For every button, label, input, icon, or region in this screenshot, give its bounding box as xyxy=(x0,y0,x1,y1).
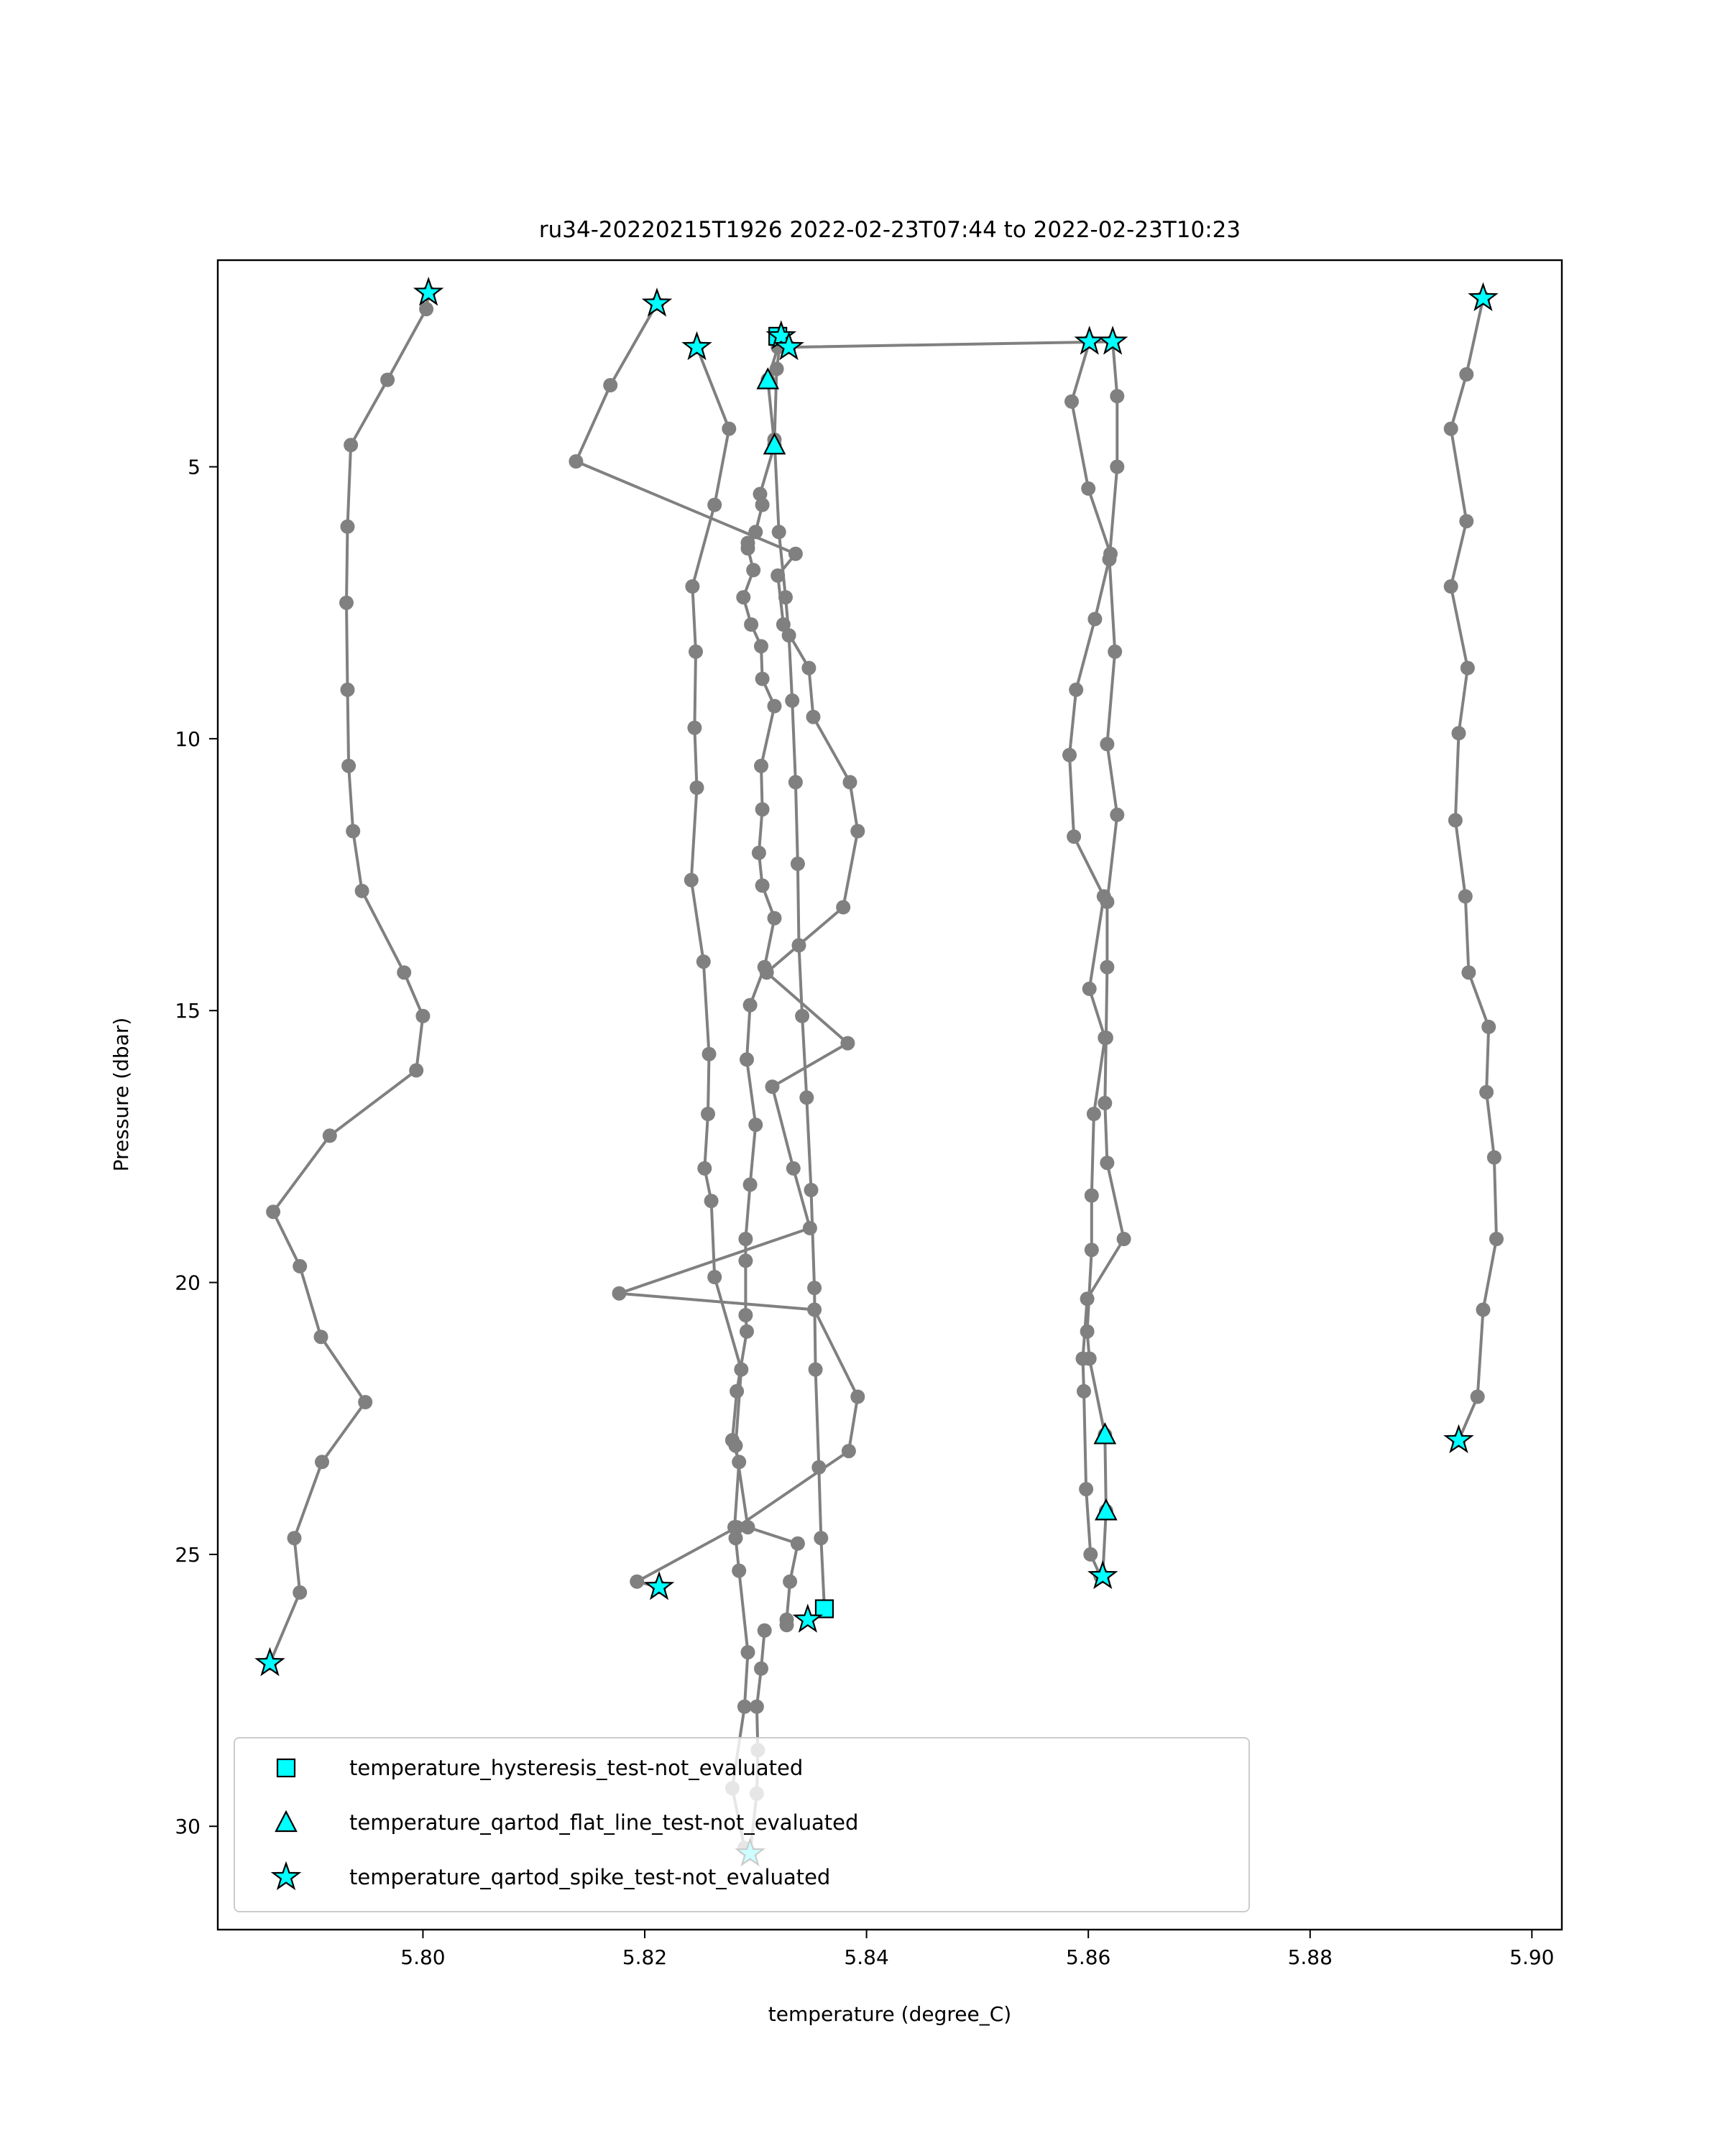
data-point xyxy=(804,1183,819,1197)
data-point xyxy=(1087,612,1102,626)
data-point xyxy=(792,938,806,952)
data-point xyxy=(730,1384,744,1399)
data-point xyxy=(569,454,583,469)
data-point xyxy=(748,1118,763,1132)
data-point xyxy=(1448,813,1463,827)
y-tick-label: 10 xyxy=(175,727,201,751)
data-point xyxy=(1103,547,1118,561)
data-point xyxy=(346,824,360,839)
star-flag-marker xyxy=(1470,285,1496,309)
data-point xyxy=(685,579,699,594)
data-point xyxy=(758,960,772,975)
data-point xyxy=(736,590,750,604)
legend-label: temperature_qartod_flat_line_test-not_evaluated xyxy=(349,1810,859,1835)
series-line-profile-6 xyxy=(1451,298,1496,1440)
x-tick-label: 5.84 xyxy=(844,1945,889,1969)
data-point xyxy=(690,780,704,795)
data-point xyxy=(355,884,369,898)
x-tick-label: 5.86 xyxy=(1066,1945,1111,1969)
data-point xyxy=(729,1531,743,1545)
data-point xyxy=(741,1520,755,1534)
data-point xyxy=(807,1302,822,1317)
data-point xyxy=(1489,1232,1504,1246)
data-point xyxy=(741,1645,755,1659)
data-point xyxy=(1459,514,1473,528)
star-flag-marker xyxy=(1077,328,1103,353)
x-tick-label: 5.82 xyxy=(622,1945,668,1969)
y-axis-ticks xyxy=(175,456,218,1839)
data-point xyxy=(843,775,857,789)
data-point xyxy=(1100,737,1114,751)
data-point xyxy=(293,1259,307,1273)
data-point xyxy=(799,1090,814,1105)
star-flag-marker xyxy=(1090,1562,1116,1587)
data-point xyxy=(1064,395,1079,409)
data-point xyxy=(1460,661,1475,676)
data-point xyxy=(743,1177,758,1192)
data-point xyxy=(1098,1096,1112,1110)
star-flag-marker xyxy=(257,1649,282,1674)
data-point xyxy=(788,775,803,789)
data-point xyxy=(266,1204,280,1219)
data-point xyxy=(687,721,702,735)
x-tick-label: 5.88 xyxy=(1287,1945,1333,1969)
data-point xyxy=(770,568,785,583)
data-point xyxy=(768,699,782,714)
data-point xyxy=(1069,683,1083,697)
star-flag-marker xyxy=(1445,1427,1471,1451)
data-point xyxy=(1476,1302,1491,1317)
data-point xyxy=(772,525,786,539)
data-point xyxy=(1085,1189,1099,1203)
data-point xyxy=(1081,482,1095,496)
x-tick-label: 5.80 xyxy=(400,1945,446,1969)
data-point xyxy=(339,596,354,610)
data-point xyxy=(811,1460,826,1475)
data-point xyxy=(707,1270,722,1284)
data-point xyxy=(707,498,722,512)
x-tick-label: 5.90 xyxy=(1509,1945,1555,1969)
data-point xyxy=(746,563,760,577)
profile-lines xyxy=(270,292,1497,1853)
x-axis-ticks xyxy=(400,1930,1554,1969)
data-point xyxy=(702,1047,717,1061)
data-point xyxy=(722,422,736,436)
data-point xyxy=(754,759,768,773)
data-point xyxy=(741,541,755,556)
data-point xyxy=(1077,1384,1091,1399)
data-point xyxy=(809,1363,823,1377)
data-point xyxy=(1461,965,1476,980)
data-point xyxy=(1098,1031,1112,1045)
y-tick-label: 15 xyxy=(175,999,201,1023)
data-point xyxy=(732,1564,746,1578)
data-point xyxy=(701,1107,715,1121)
data-point xyxy=(630,1575,644,1589)
data-point xyxy=(752,846,766,860)
data-point xyxy=(1110,808,1124,822)
data-point xyxy=(697,1161,712,1176)
data-point xyxy=(725,1433,740,1447)
data-point xyxy=(1080,1325,1095,1339)
data-point xyxy=(801,661,816,676)
data-point xyxy=(755,802,770,816)
series-line-profile-4 xyxy=(776,336,1124,1576)
data-point xyxy=(770,361,784,376)
data-point xyxy=(803,1221,817,1235)
data-point xyxy=(743,998,758,1013)
data-point xyxy=(806,710,821,724)
profile-points xyxy=(263,285,1504,1861)
data-point xyxy=(778,590,793,604)
y-tick-label: 20 xyxy=(175,1271,201,1295)
data-point xyxy=(1079,1482,1093,1496)
data-point xyxy=(836,900,850,914)
data-point xyxy=(1117,1232,1131,1246)
data-point xyxy=(755,878,770,893)
data-point xyxy=(1452,726,1466,740)
data-point xyxy=(738,1308,753,1322)
data-point xyxy=(744,617,758,632)
data-point xyxy=(1085,1243,1099,1257)
data-point xyxy=(1097,889,1111,903)
legend-label: temperature_hysteresis_test-not_evaluated xyxy=(349,1756,804,1780)
data-point xyxy=(795,1009,809,1023)
y-tick-label: 30 xyxy=(175,1815,201,1839)
data-point xyxy=(842,1444,856,1458)
plot-frame xyxy=(218,260,1562,1930)
data-point xyxy=(612,1286,627,1301)
data-point xyxy=(344,438,358,452)
data-point xyxy=(1110,460,1124,474)
data-point xyxy=(1487,1151,1501,1165)
data-point xyxy=(358,1395,372,1409)
star-flag-marker xyxy=(684,333,710,358)
data-point xyxy=(1479,1085,1494,1100)
star-flag-marker xyxy=(646,1573,672,1598)
data-point xyxy=(689,645,703,659)
data-point xyxy=(1110,389,1124,403)
data-point xyxy=(758,1623,772,1638)
data-point xyxy=(840,1036,855,1051)
data-point xyxy=(397,965,411,980)
data-point xyxy=(814,1531,828,1545)
data-point xyxy=(765,1079,780,1094)
data-point xyxy=(732,1455,746,1469)
data-point xyxy=(1083,1547,1098,1562)
data-point xyxy=(783,1575,797,1589)
data-point xyxy=(1444,422,1458,436)
data-point xyxy=(1471,1390,1485,1404)
x-axis-label: temperature (degree_C) xyxy=(768,2002,1012,2026)
data-point xyxy=(1100,960,1114,975)
data-point xyxy=(409,1063,423,1077)
data-point xyxy=(314,1330,328,1344)
data-point xyxy=(341,683,355,697)
data-point xyxy=(1108,645,1122,659)
data-point xyxy=(738,1253,753,1268)
data-point xyxy=(1444,579,1458,594)
data-point xyxy=(850,1390,865,1404)
data-point xyxy=(740,1325,754,1339)
data-point xyxy=(734,1363,748,1377)
data-point xyxy=(1087,1107,1101,1121)
data-point xyxy=(1067,829,1081,844)
data-point xyxy=(755,498,770,512)
data-point xyxy=(380,373,395,387)
legend xyxy=(234,1738,1249,1912)
data-point xyxy=(738,1232,753,1246)
data-point xyxy=(1080,1291,1095,1306)
data-point xyxy=(768,911,782,926)
data-point xyxy=(415,1009,430,1023)
data-point xyxy=(293,1585,307,1600)
data-point xyxy=(1100,1156,1114,1170)
data-point xyxy=(1082,1352,1097,1366)
data-point xyxy=(1458,889,1473,903)
star-flag-marker xyxy=(644,290,670,315)
data-point xyxy=(750,1700,764,1714)
legend-label: temperature_qartod_spike_test-not_evaluated xyxy=(349,1865,831,1889)
data-point xyxy=(341,520,355,534)
chart-title: ru34-20220215T1926 2022-02-23T07:44 to 2022-02-23T10:23 xyxy=(538,217,1241,243)
data-point xyxy=(315,1455,329,1469)
data-point xyxy=(1481,1020,1496,1034)
data-point xyxy=(603,378,617,392)
data-point xyxy=(1459,367,1473,382)
data-point xyxy=(288,1531,302,1545)
data-point xyxy=(1062,748,1077,763)
flag-markers xyxy=(257,279,1496,1864)
data-point xyxy=(684,873,699,888)
data-point xyxy=(755,672,770,686)
y-tick-label: 5 xyxy=(188,455,201,479)
data-point xyxy=(740,1052,754,1067)
y-axis-label: Pressure (dbar) xyxy=(109,1017,133,1172)
data-point xyxy=(785,694,799,708)
data-point xyxy=(323,1128,337,1143)
data-point xyxy=(341,759,356,773)
data-point xyxy=(786,1161,801,1176)
data-point xyxy=(704,1194,719,1208)
data-point xyxy=(780,1618,794,1632)
data-point xyxy=(788,547,803,561)
data-point xyxy=(782,628,796,642)
data-point xyxy=(754,639,768,653)
data-point xyxy=(754,1662,768,1676)
y-tick-label: 25 xyxy=(175,1542,201,1567)
data-point xyxy=(807,1281,822,1295)
data-point xyxy=(1082,982,1097,996)
data-point xyxy=(791,1537,805,1551)
data-point xyxy=(791,857,805,871)
legend-square-icon xyxy=(277,1759,295,1777)
data-point xyxy=(850,824,865,839)
data-point xyxy=(696,954,711,969)
